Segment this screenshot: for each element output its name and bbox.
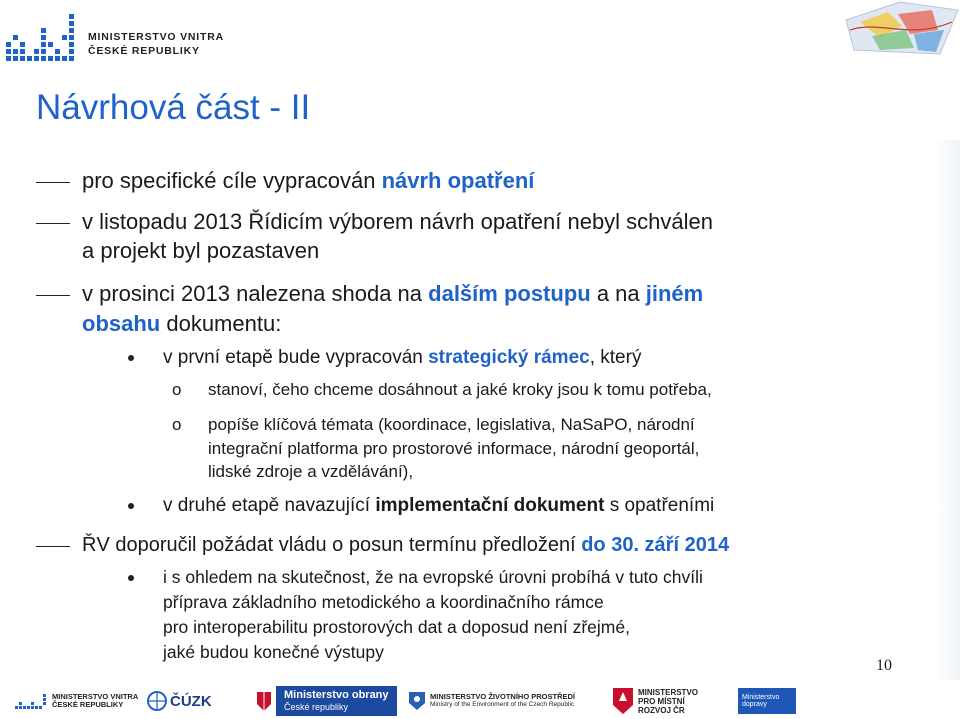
footer-cuzk-label: ČÚZK	[170, 692, 212, 710]
sub-item-european-line3: pro interoperabilitu prostorových dat a doposud není zřejmé,	[163, 617, 630, 637]
footer-logo-doprava	[738, 686, 796, 716]
footer-obrana-sub: České republiky	[284, 702, 349, 712]
footer-logo-mmr	[612, 686, 698, 716]
footer-logos	[0, 682, 960, 719]
footer-mmr-line3: ROZVOJ ČR	[638, 705, 685, 715]
sub-item-european-line1: i s ohledem na skutečnost, že na evropské úrovni probíhá v tuto chvíli	[163, 567, 703, 587]
list-item-november-line1: v listopadu 2013 Řídicím výborem návrh opatření nebyl schválen	[82, 209, 714, 234]
footer-obrana-title: Ministerstvo obrany	[284, 689, 389, 701]
footer-mzp-line1: MINISTERSTVO ŽIVOTNÍHO PROSTŘEDÍ	[430, 691, 576, 701]
corner-map-icon	[840, 0, 960, 56]
footer-mv-line2: ČESKÉ REPUBLIKY	[52, 700, 124, 709]
list-item-specific-goals: pro specifické cíle vypracován návrh opatření	[82, 168, 535, 193]
footer-logo-obrana	[256, 686, 397, 716]
mzp-emblem-icon	[408, 691, 426, 711]
bullet-dot-icon	[128, 355, 134, 361]
sub-sub-item-topics-line2: integrační platforma pro prostorové informace, národní geoportál,	[208, 439, 700, 458]
dash-bullet-icon	[36, 295, 70, 296]
circle-bullet-icon: o	[172, 380, 182, 399]
bullet-dot-icon	[128, 503, 134, 509]
footer-logo-cuzk	[146, 686, 212, 716]
ministry-logo	[4, 12, 244, 72]
footer-mmr-line1: MINISTERSTVO	[638, 687, 699, 697]
sub-item-european-line2: příprava základního metodického a koordinačního rámce	[163, 592, 604, 612]
sub-item-second-stage: v druhé etapě navazující implementační dokument s opatřeními	[163, 495, 715, 516]
sub-sub-item-topics-line1: popíše klíčová témata (koordinace, legislativa, NaSaPO, národní	[208, 415, 695, 434]
page-number: 10	[876, 657, 892, 674]
footer-mv-dots-icon	[14, 688, 48, 714]
sub-sub-item-define: stanoví, čeho chceme dosáhnout a jaké kroky jsou k tomu potřeba,	[208, 380, 712, 399]
footer-logo-mv	[14, 686, 138, 716]
list-item-november-line2: a projekt byl pozastaven	[82, 238, 320, 263]
circle-bullet-icon: o	[172, 415, 182, 434]
sub-item-european-line4: jaké budou konečné výstupy	[163, 642, 384, 662]
sub-sub-item-topics-line3: lidské zdroje a vzdělávání),	[208, 462, 414, 481]
footer-doprava-label: Ministerstvo dopravy	[738, 688, 796, 714]
list-item-december-line1: v prosinci 2013 nalezena shoda na dalším postupu a na jiném	[82, 281, 704, 306]
footer-logo-mzp	[408, 686, 575, 716]
mmr-emblem-icon	[612, 687, 634, 715]
page-title: Návrhová část - II	[36, 88, 311, 127]
logo-line1: MINISTERSTVO VNITRA	[88, 31, 224, 43]
list-item-rv-recommendation: ŘV doporučil požádat vládu o posun termínu předložení do 30. září 2014	[82, 534, 730, 556]
logo-line2: ČESKÉ REPUBLIKY	[88, 45, 200, 57]
ministry-logo-dots-icon	[4, 12, 82, 72]
footer-mmr-line2: PRO MÍSTNÍ	[638, 696, 685, 706]
footer-mzp-line2: Ministry of the Environment of the Czech Republic	[430, 701, 575, 708]
dash-bullet-icon	[36, 546, 70, 547]
list-item-december-line2: obsahu dokumentu:	[82, 311, 282, 336]
bullet-dot-icon	[128, 575, 134, 581]
sub-item-first-stage: v první etapě bude vypracován strategický rámec, který	[163, 347, 642, 368]
dash-bullet-icon	[36, 182, 70, 183]
decorative-side-gradient	[935, 140, 960, 680]
cuzk-globe-icon	[146, 690, 168, 712]
dash-bullet-icon	[36, 223, 70, 224]
footer-mv-line1: MINISTERSTVO VNITRA	[52, 691, 139, 701]
czech-emblem-icon	[256, 690, 272, 712]
